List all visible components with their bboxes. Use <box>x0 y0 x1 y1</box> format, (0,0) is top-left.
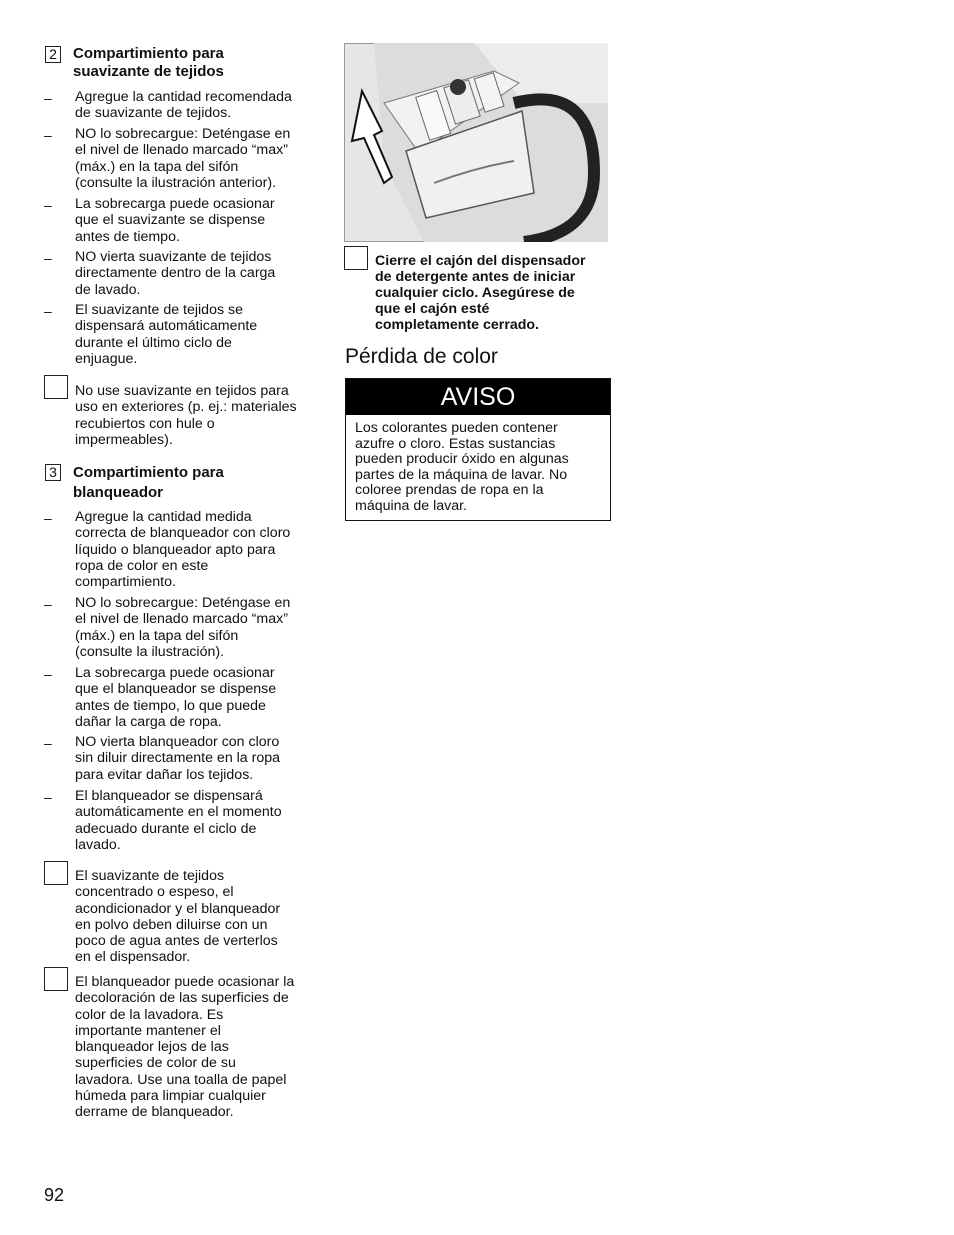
text-line: (consulte la ilustración). <box>75 643 225 660</box>
text-line: NO lo sobrecargue: Deténgase en <box>75 595 291 611</box>
bullet-dash: – <box>44 250 52 266</box>
text-line: pueden producir óxido en algunas <box>355 451 569 468</box>
bullet-text <box>75 126 311 191</box>
text-line: derrame de blanqueador. <box>75 1104 234 1121</box>
detergent-drawer-illustration <box>344 43 608 242</box>
text-line: que el blanqueador se dispense <box>75 681 277 698</box>
text-line: Cierre el cajón del dispensador <box>375 253 586 269</box>
page-number: 92 <box>44 1185 65 1205</box>
note-marker <box>44 375 68 399</box>
text-line: de lavado. <box>75 281 141 298</box>
section-2-title <box>73 45 224 81</box>
note-marker <box>344 246 368 270</box>
text-line: lavadora. Use una toalla de papel <box>75 1071 287 1088</box>
text-line: para evitar dañar los tejidos. <box>75 766 254 783</box>
text-line: antes de tiempo, lo que puede <box>75 697 266 714</box>
section-3-note-2 <box>75 974 311 1121</box>
bullet-text <box>75 509 311 590</box>
section-2-title-line: Compartimiento para <box>73 45 224 62</box>
bullet-text <box>75 595 311 660</box>
text-line: dañar la carga de ropa. <box>75 713 222 730</box>
text-line: compartimiento. <box>75 574 176 591</box>
text-line: ropa de color en este <box>75 557 209 574</box>
text-line: NO vierta blanqueador con cloro <box>75 734 280 750</box>
section-number-3: 3 <box>45 464 61 481</box>
text-line: NO lo sobrecargue: Deténgase en <box>75 126 291 142</box>
close-drawer-note <box>375 253 615 333</box>
bullet-dash: – <box>44 666 52 682</box>
bullet-dash: – <box>44 303 52 319</box>
bullet-text <box>75 734 311 783</box>
bullet-text <box>75 788 311 853</box>
text-line: en polvo deben diluirse con un <box>75 916 268 933</box>
bullet-dash: – <box>44 197 52 213</box>
text-line: húmeda para limpiar cualquier <box>75 1088 266 1105</box>
text-line: acondicionador y el blanqueador <box>75 900 281 917</box>
text-line: (máx.) en la tapa del sifón <box>75 158 239 175</box>
text-line: impermeables). <box>75 431 173 448</box>
text-line: El blanqueador puede ocasionar la <box>75 974 295 990</box>
aviso-title: AVISO <box>346 379 610 415</box>
text-line: superficies de color de su <box>75 1055 236 1072</box>
text-line: el nivel de llenado marcado “max” <box>75 611 288 628</box>
section-heading: Pérdida de color <box>345 345 498 368</box>
section-number-2: 2 <box>45 46 61 63</box>
text-line: correcta de blanqueador con cloro <box>75 525 291 542</box>
text-line: en el dispensador. <box>75 949 191 966</box>
text-line: Los colorantes pueden contener <box>355 420 558 436</box>
bullet-dash: – <box>44 127 52 143</box>
section-3-title <box>73 463 224 503</box>
bullet-text <box>75 89 311 122</box>
text-line: dispensará automáticamente <box>75 318 258 335</box>
text-line: concentrado o espeso, el <box>75 884 234 901</box>
section-2-title-line: suavizante de tejidos <box>73 63 224 80</box>
text-line: líquido o blanqueador apto para <box>75 541 276 558</box>
text-line: (consulte la ilustración anterior). <box>75 174 277 191</box>
note-marker <box>44 967 68 991</box>
bullet-text <box>75 196 311 245</box>
text-line: que el cajón esté <box>375 301 490 317</box>
text-line: azufre o cloro. Estas sustancias <box>355 435 556 452</box>
section-3-note-1 <box>75 868 311 966</box>
text-line: importante mantener el <box>75 1022 221 1039</box>
text-line: el nivel de llenado marcado “max” <box>75 142 288 159</box>
text-line: completamente cerrado. <box>375 317 540 333</box>
text-line: color de la lavadora. Es <box>75 1006 224 1023</box>
text-line: NO vierta suavizante de tejidos <box>75 249 272 265</box>
bullet-text <box>75 249 311 298</box>
section-2-note <box>75 383 311 448</box>
text-line: cualquier ciclo. Asegúrese de <box>375 285 575 301</box>
text-line: enjuague. <box>75 350 138 367</box>
text-line: uso en exteriores (p. ej.: materiales <box>75 399 297 416</box>
text-line: máquina de lavar. <box>355 497 467 514</box>
text-line: Agregue la cantidad recomendada <box>75 89 292 105</box>
text-line: blanqueador lejos de las <box>75 1039 229 1056</box>
text-line: de suavizante de tejidos. <box>75 105 232 122</box>
text-line: poco de agua antes de verterlos <box>75 933 278 950</box>
text-line: lavado. <box>75 836 121 853</box>
text-line: El suavizante de tejidos <box>75 868 225 884</box>
text-line: decoloración de las superficies de <box>75 990 289 1007</box>
text-line: directamente dentro de la carga <box>75 265 276 282</box>
bullet-dash: – <box>44 596 52 612</box>
bullet-dash: – <box>44 90 52 106</box>
aviso-body <box>346 415 610 515</box>
note-marker <box>44 861 68 885</box>
text-line: El blanqueador se dispensará <box>75 788 263 804</box>
text-line: sin diluir directamente en la ropa <box>75 750 281 767</box>
text-line: recubiertos con hule o <box>75 415 215 432</box>
text-line: (máx.) en la tapa del sifón <box>75 627 239 644</box>
bullet-dash: – <box>44 735 52 751</box>
bullet-dash: – <box>44 510 52 526</box>
text-line: antes de tiempo. <box>75 228 180 245</box>
text-line: coloree prendas de ropa en la <box>355 482 544 499</box>
text-line: El suavizante de tejidos se <box>75 302 243 318</box>
text-line: La sobrecarga puede ocasionar <box>75 196 275 212</box>
aviso-box <box>345 378 611 521</box>
text-line: adecuado durante el ciclo de <box>75 820 257 837</box>
text-line: La sobrecarga puede ocasionar <box>75 665 275 681</box>
text-line: de detergente antes de iniciar <box>375 269 576 285</box>
bullet-text <box>75 665 311 730</box>
text-line: que el suavizante se dispense <box>75 212 266 229</box>
text-line: Agregue la cantidad medida <box>75 509 252 525</box>
section-3-title-line: Compartimiento para <box>73 464 224 481</box>
bullet-dash: – <box>44 789 52 805</box>
text-line: partes de la máquina de lavar. No <box>355 466 568 483</box>
text-line: No use suavizante en tejidos para <box>75 383 289 399</box>
section-3-title-line: blanqueador <box>73 484 164 501</box>
bullet-text <box>75 302 311 367</box>
text-line: automáticamente en el momento <box>75 804 282 821</box>
text-line: durante el último ciclo de <box>75 334 232 351</box>
